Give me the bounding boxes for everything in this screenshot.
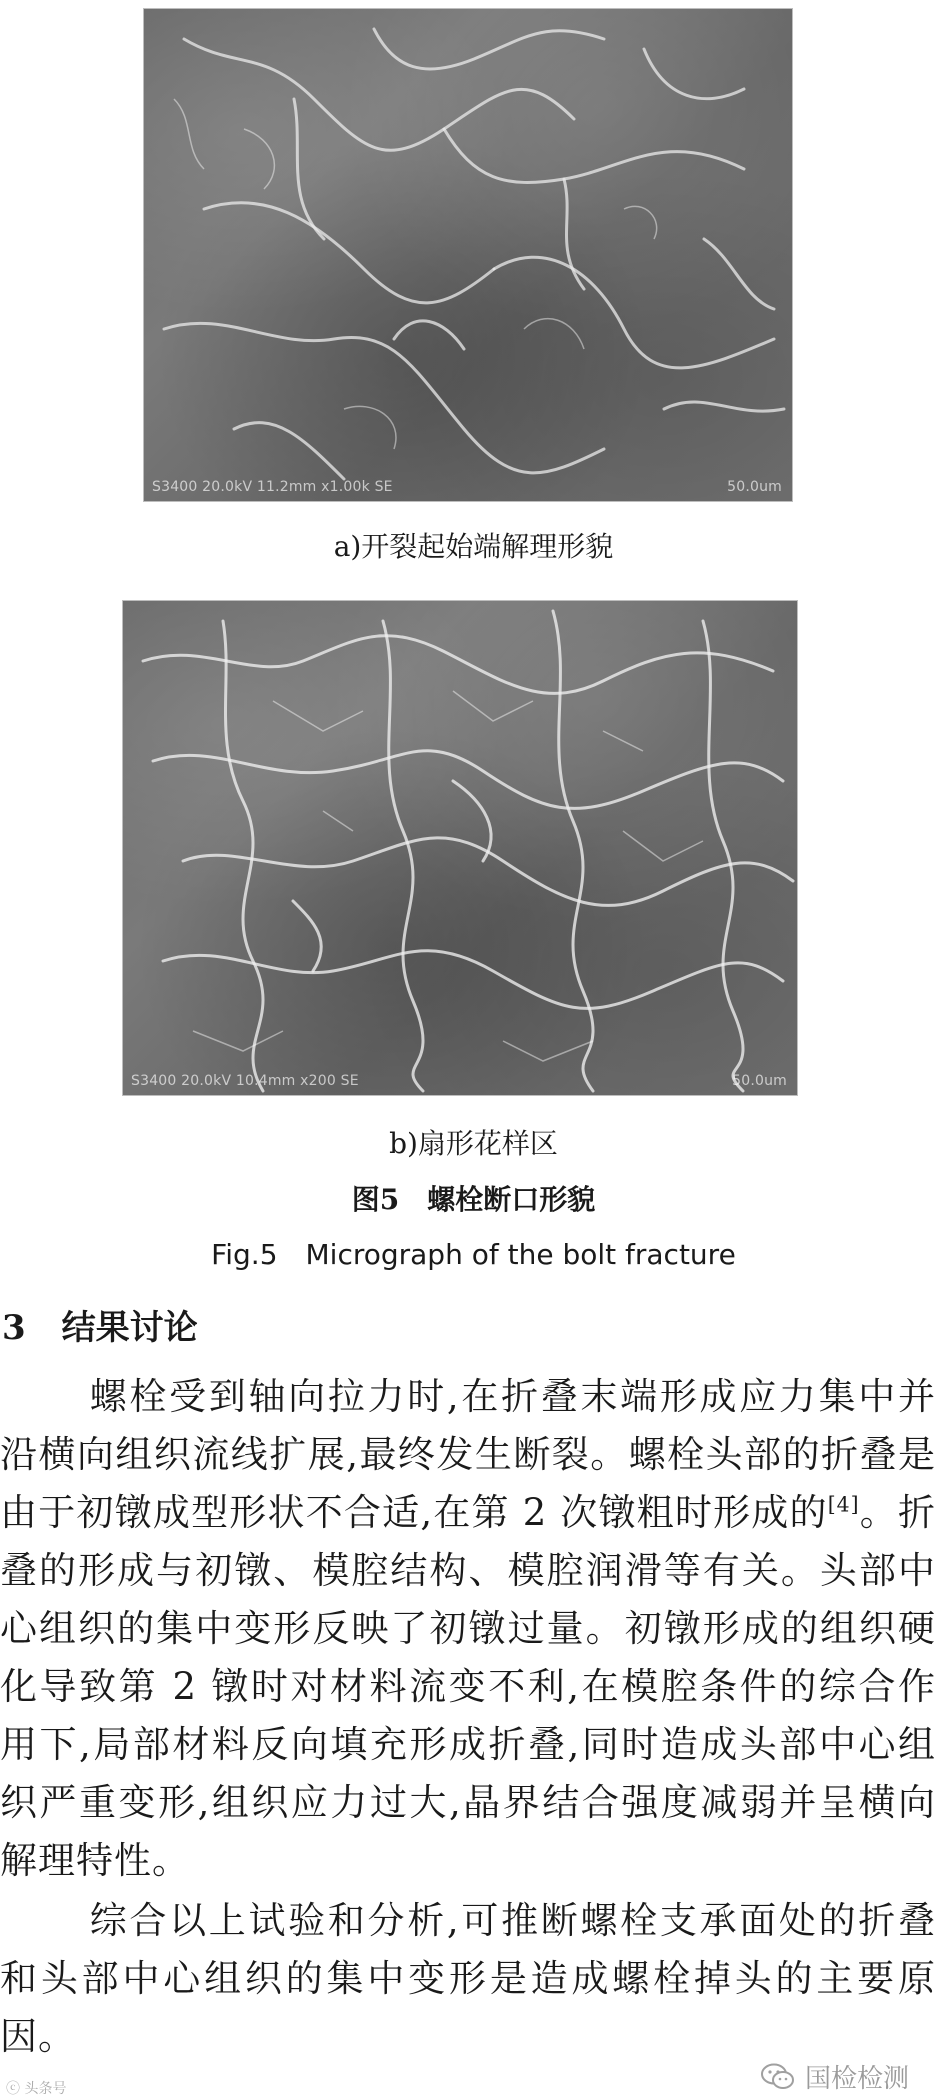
paragraph-1 xyxy=(0,1368,936,1890)
paragraph-2-text: 综合以上试验和分析,可推断螺栓支承面处的折叠和头部中心组织的集中变形是造成螺栓掉头的主要原因。 xyxy=(0,1899,936,2058)
micrograph-b-scan-info: S3400 20.0kV 10.4mm x200 SE xyxy=(131,1073,359,1089)
paragraph-1-text-a: 螺栓受到轴向拉力时,在折叠末端形成应力集中并沿横向组织流线扩展,最终发生断裂。螺栓头部的折叠是由于初镦成型形状不合适,在第 2 次镦粗时形成的 xyxy=(0,1375,936,1534)
citation-ref: [4] xyxy=(827,1492,860,1517)
paragraph-1-text-b: 。折叠的形成与初镦、模腔结构、模腔润滑等有关。头部中心组织的集中变形反映了初镦过量。初镦形成的组织硬化导致第 2 镦时对材料流变不利,在模腔条件的综合作用下,局部材料反向填充形成折叠,同时造成头部中心组织严重变形,组织应力过大,晶界结合强度减弱并呈横向解理特性。 xyxy=(0,1491,937,1882)
caption-panel-b: b)扇形花样区 xyxy=(389,1127,558,1160)
section-title: 结果讨论 xyxy=(61,1308,198,1348)
section-number: 3 xyxy=(2,1308,26,1348)
paragraph-2 xyxy=(0,1892,936,2066)
section-heading xyxy=(2,1308,198,1349)
micrograph-b-scale-bar: 50.0um xyxy=(732,1073,787,1089)
watermark xyxy=(761,2058,909,2095)
figure-title-en: Fig.5 Micrograph of the bolt fracture xyxy=(211,1238,736,1271)
watermark-account: 国检检测 xyxy=(804,2064,909,2094)
micrograph-b-texture xyxy=(123,601,797,1095)
micrograph-b xyxy=(122,600,798,1096)
wechat-icon xyxy=(761,2063,795,2091)
micrograph-a-texture xyxy=(144,9,792,501)
figure-title-cn: 图5 螺栓断口形貌 xyxy=(351,1183,596,1216)
caption-panel-a: a)开裂起始端解理形貌 xyxy=(333,530,614,563)
micrograph-a-scale-bar: 50.0um xyxy=(727,479,782,495)
watermark-left: ⓒ 头条号 xyxy=(6,2081,67,2097)
micrograph-a-scan-info: S3400 20.0kV 11.2mm x1.00k SE xyxy=(152,479,393,495)
micrograph-a xyxy=(143,8,793,502)
